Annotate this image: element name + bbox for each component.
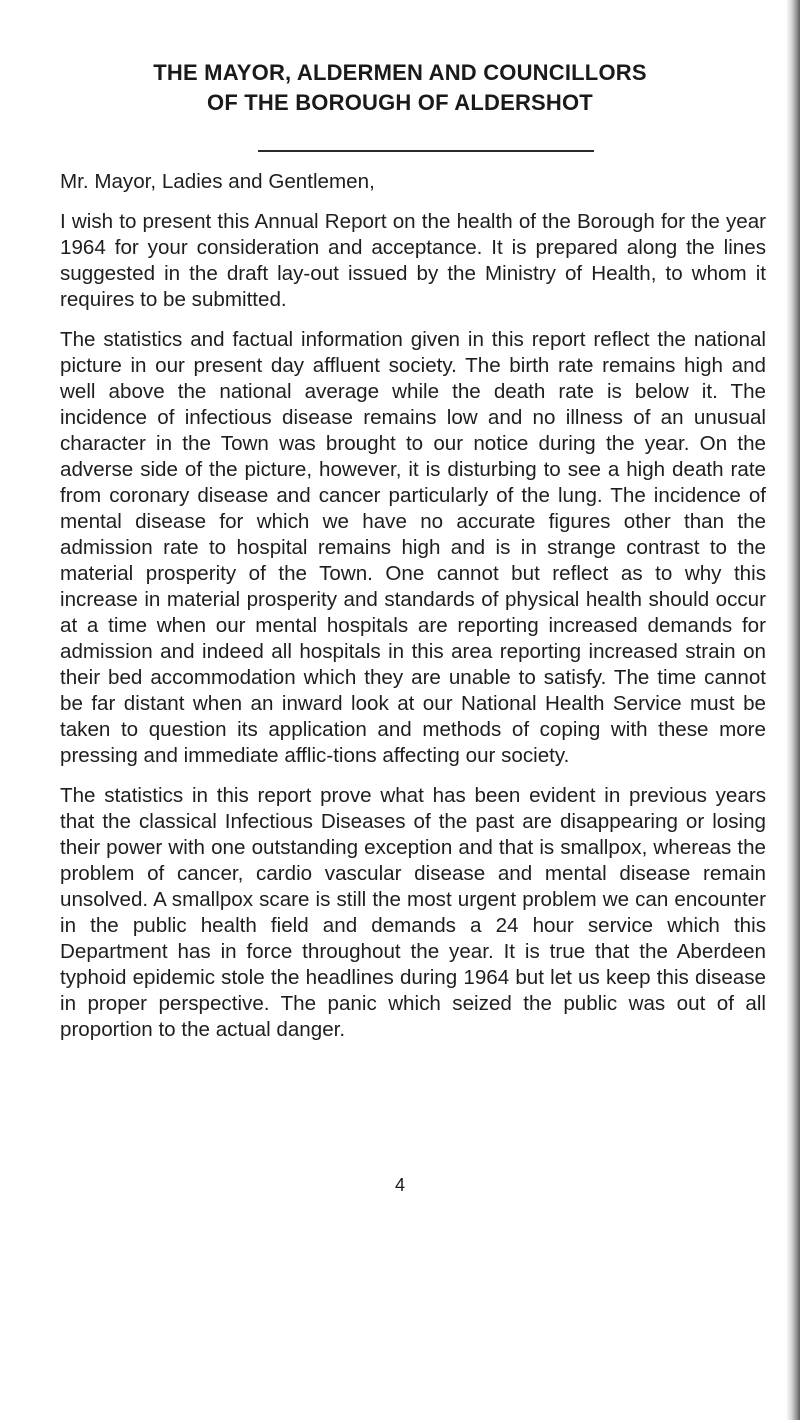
salutation: Mr. Mayor, Ladies and Gentlemen, [60, 170, 375, 193]
page-number: 4 [394, 1175, 405, 1195]
page-edge-shadow [786, 0, 800, 1420]
letter-body [60, 169, 766, 1057]
paragraph-2: The statistics and factual information given in this report reflect the national picture in our present day affluent society. The birth rate remains high and well above the national average while the death rate is below it. The incidence of infectious disease remains low and no illness of an unusual character in the Town was brought to our notice during the year. On the adverse side of the picture, however, it is disturbing to see a high death rate from coronary disease and cancer particularly of the lung. The incidence of mental disease for which we have no accurate figures other than the admission rate to hospital remains high and is in strange contrast to the material prosperity of the Town. One cannot but reflect as to why this increase in material prosperity and standards of physical health should occur at a time when our mental hospitals are reporting increased demands for admission and indeed all hospitals in this area reporting increased strain on their bed accommodation which they are unable to satisfy. The time cannot be far distant when an inward look at our National Health Service must be taken to question its application and methods of coping with these more pressing and immediate afflic-tions affecting our society. [60, 328, 766, 767]
paragraph-3: The statistics in this report prove what has been evident in previous years that the classical Infectious Diseases of the past are disappearing or losing their power with one outstanding exception and that is smallpox, whereas the problem of cancer, cardio vascular disease and mental disease remain unsolved. A smallpox scare is still the most urgent problem we can encounter in the public health field and demands a 24 hour service which this Department has in force throughout the year. It is true that the Aberdeen typhoid epidemic stole the headlines during 1964 but let us keep this disease in proper perspective. The panic which seized the public was out of all proportion to the actual danger. [60, 784, 766, 1041]
page-heading [60, 58, 740, 118]
paragraph-1: I wish to present this Annual Report on the health of the Borough for the year 1964 for your consideration and acceptance. It is prepared along the lines suggested in the draft lay-out issued by the Ministry of Health, to whom it requires to be submitted. [60, 210, 766, 311]
heading-line-2: OF THE BOROUGH OF ALDERSHOT [207, 90, 593, 115]
heading-line-1: THE MAYOR, ALDERMEN AND COUNCILLORS [153, 60, 647, 85]
heading-divider [258, 150, 594, 152]
